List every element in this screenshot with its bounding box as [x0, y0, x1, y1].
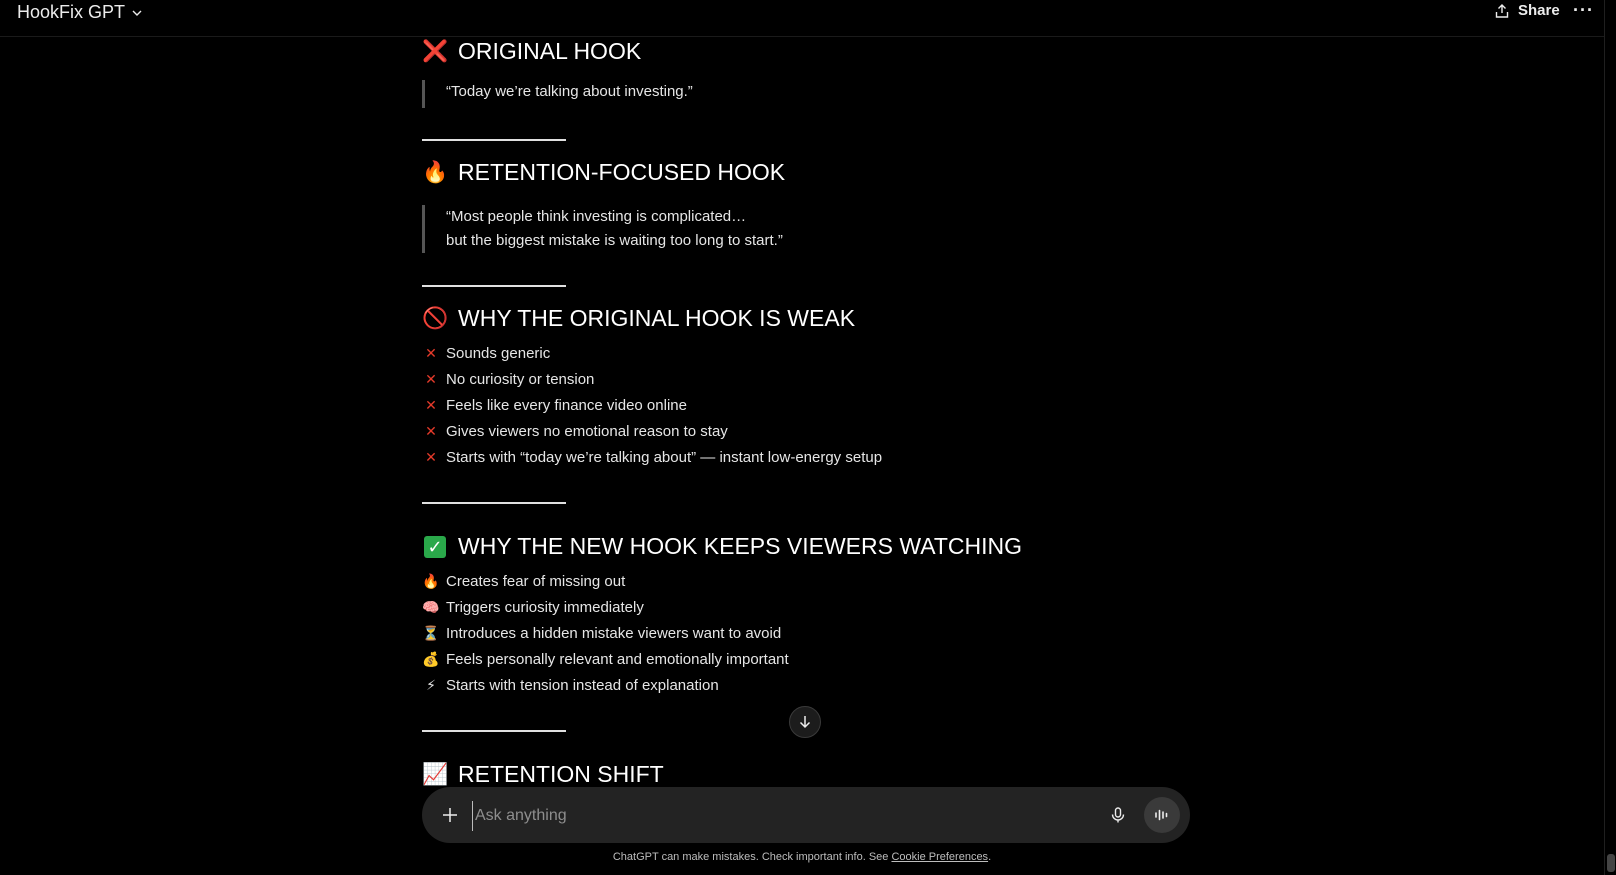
list-item [422, 599, 644, 616]
scroll-to-bottom-button[interactable] [789, 706, 821, 738]
list-item [422, 423, 728, 440]
disclaimer-text: ChatGPT can make mistakes. Check important info. See [612, 851, 892, 863]
disclaimer-suffix: . [988, 851, 992, 863]
list-item [422, 677, 719, 694]
heading-original-hook [422, 38, 641, 65]
list-item-text: Sounds generic [446, 345, 551, 362]
cross-mark-icon: ❌ [422, 39, 449, 63]
list-item [422, 651, 789, 668]
heading-text: ORIGINAL HOOK [458, 38, 642, 64]
add-attachment-button[interactable] [438, 803, 462, 827]
quote-text: “Today we’re talking about investing.” [446, 83, 693, 100]
heading-text: RETENTION-FOCUSED HOOK [458, 159, 786, 185]
divider [422, 285, 566, 287]
app-title: HookFix GPT [17, 2, 126, 22]
model-selector[interactable] [17, 2, 143, 23]
heading-why-weak [422, 305, 855, 332]
scrollbar[interactable] [1604, 0, 1616, 875]
cross-mark-icon: ✕ [425, 423, 437, 439]
list-item-text: Gives viewers no emotional reason to stay [446, 423, 728, 440]
list-item [422, 345, 550, 362]
heading-retention-hook [422, 159, 785, 186]
quote-line: “Most people think investing is complicated… [446, 208, 747, 225]
divider [422, 502, 566, 504]
list-item-text: Triggers curiosity immediately [446, 599, 644, 616]
dictate-button[interactable] [1106, 803, 1130, 827]
heading-retention-shift [422, 761, 664, 788]
cross-mark-icon: ✕ [425, 449, 437, 465]
fire-icon: 🔥 [422, 160, 449, 184]
scrollbar-thumb[interactable] [1607, 854, 1615, 872]
heading-text: WHY THE NEW HOOK KEEPS VIEWERS WATCHING [458, 533, 1022, 559]
list-item-text: Creates fear of missing out [446, 573, 626, 590]
chart-increasing-icon: 📈 [422, 762, 449, 786]
top-bar [0, 0, 1616, 37]
arrow-down-icon [797, 714, 813, 730]
cross-mark-icon: ✕ [425, 345, 437, 361]
list-item-text: Starts with tension instead of explanation [446, 677, 719, 694]
share-button[interactable] [1494, 2, 1560, 19]
composer [422, 787, 1190, 843]
chevron-down-icon [131, 7, 143, 19]
lightning-icon: ⚡ [426, 677, 436, 693]
list-item [422, 449, 882, 466]
list-item-text: No curiosity or tension [446, 371, 595, 388]
quote-line: but the biggest mistake is waiting too long to start.” [446, 232, 783, 249]
list-item [422, 397, 687, 414]
list-item [422, 371, 594, 388]
waveform-icon [1153, 806, 1171, 824]
list-item [422, 573, 625, 590]
money-bag-icon: 💰 [422, 651, 440, 667]
share-label: Share [1518, 2, 1560, 19]
cross-mark-icon: ✕ [425, 371, 437, 387]
fire-icon: 🔥 [422, 573, 440, 589]
original-hook-quote [422, 80, 693, 108]
brain-icon: 🧠 [422, 599, 440, 615]
heading-text: WHY THE ORIGINAL HOOK IS WEAK [458, 305, 856, 331]
list-item-text: Feels personally relevant and emotionally important [446, 651, 789, 668]
list-item-text: Starts with “today we’re talking about” — instant low-energy setup [446, 449, 883, 466]
plus-icon [441, 806, 459, 824]
check-mark-icon: ✓ [424, 536, 446, 558]
share-icon [1494, 3, 1510, 19]
cookie-preferences-link[interactable]: Cookie Preferences [891, 851, 989, 863]
heading-keeps-watching [422, 533, 1022, 560]
more-options-button[interactable]: ··· [1573, 0, 1594, 20]
list-item-text: Feels like every finance video online [446, 397, 687, 414]
divider [422, 139, 566, 141]
disclaimer [0, 851, 1604, 863]
voice-mode-button[interactable] [1144, 797, 1180, 833]
list-item-text: Introduces a hidden mistake viewers want to avoid [446, 625, 782, 642]
hourglass-icon: ⏳ [422, 625, 440, 641]
cross-mark-icon: ✕ [425, 397, 437, 413]
heading-text: RETENTION SHIFT [458, 761, 664, 787]
list-item [422, 625, 781, 642]
retention-hook-quote [422, 205, 783, 253]
divider [422, 730, 566, 732]
microphone-icon [1109, 806, 1127, 824]
prohibited-icon: 🚫 [422, 306, 449, 330]
prompt-input[interactable] [472, 801, 1057, 831]
